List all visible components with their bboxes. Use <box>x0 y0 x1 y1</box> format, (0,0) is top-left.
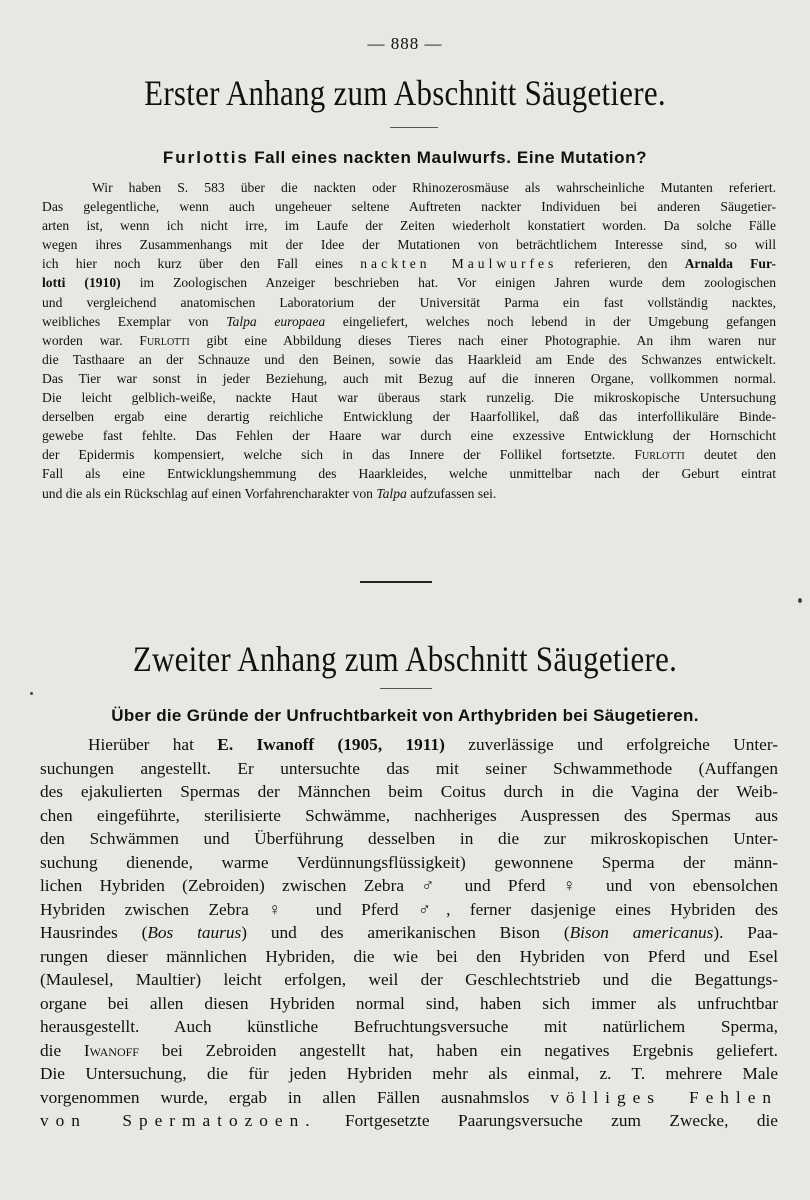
species-name: Bos taurus <box>147 923 242 942</box>
author-name: Furlotti <box>634 447 685 463</box>
paragraph-iwanoff <box>40 733 778 1133</box>
heading-divider <box>380 688 432 689</box>
text-run: aufzufassen sei. <box>410 485 497 501</box>
text-run: und die als ein Rückschlag auf einen Vorfahrencharakter von <box>42 485 373 501</box>
author-citation: E. Iwanoff (1905, 1911) <box>217 735 445 754</box>
text-line <box>40 1039 778 1063</box>
text-line: Hybriden zwischen Zebra ♀ und Pferd ♂, ferner dasjenige eines Hybriden des <box>40 899 778 919</box>
spaced-emphasis: nackten Maulwurfes <box>360 256 558 272</box>
text-line: arten ist, wenn ich nicht irre, im Laufe der Zeiten wiederholt konstatiert worden. Da solche Fälle <box>42 218 776 234</box>
text-run: ). Paa- <box>713 923 779 942</box>
text-run: referieren, den <box>574 256 668 272</box>
text-line: des ejakulierten Spermas der Männchen beim Coitus durch in die Vagina der Weib- <box>40 782 778 801</box>
text-line: organe bei allen diesen Hybriden normal sind, haben sich immer als unfruchtbar <box>40 993 778 1013</box>
text-line: Die Untersuchung, die für jeden Hybriden mehr als einmal, z. T. mehrere Male <box>40 1064 778 1083</box>
text-line <box>40 1109 778 1133</box>
text-line: herausgestellt. Auch künstliche Befruchtungsversuche mit natürlichem Sperma, <box>40 1017 778 1036</box>
text-line: gewebe fast fehlte. Das Fehlen der Haare war durch eine exzessive Entwicklung der Hornschicht <box>42 428 776 444</box>
text-run: ich hier noch kurz über den Fall eines <box>42 256 344 272</box>
subheading-naked-mole <box>0 148 810 168</box>
text-line: Die leicht gelblich-weiße, nackte Haut war überaus stark runzelig. Die mikroskopische Untersuchung <box>42 390 776 406</box>
text-line: derselben ergab eine derartig reichliche Entwicklung der Haarfollikel, daß das interfollikuläre Binde- <box>42 409 776 425</box>
text-line: rungen dieser männlichen Hybriden, die wie bei den Hybriden von Pferd und Esel <box>40 946 778 966</box>
text-line: wegen ihres Zusammenhangs mit der Idee der Mutationen von beträchtlichem Interesse sind, so will <box>42 237 776 253</box>
species-name: Talpa europaea <box>226 313 326 329</box>
text-line: den Schwämmen und Überführung desselben in die zur mikroskopischen Unter- <box>40 829 778 848</box>
text-run: eingeliefert, welches noch lebend in der Umgebung gefangen <box>342 313 776 329</box>
text-run: deutet den <box>703 447 776 463</box>
text-line <box>40 733 778 757</box>
text-line: lichen Hybriden (Zebroiden) zwischen Zebra ♂ und Pferd ♀ und von ebensolchen <box>40 876 778 895</box>
section-divider <box>360 581 432 583</box>
spaced-emphasis: von Spermatozoen. <box>40 1111 317 1130</box>
text-line <box>40 921 778 945</box>
text-line: chen eingeführte, sterilisierte Schwämme, nachheriges Auspressen des Spermas aus <box>40 805 778 825</box>
text-run: Hierüber hat <box>88 735 194 754</box>
page-number: — 888 — <box>367 34 443 53</box>
text-line: Fall als eine Entwicklungshemmung des Haarkleides, welche unmittelbar nach der Geburt eintrat <box>42 466 776 482</box>
species-name: Bison americanus <box>569 923 714 942</box>
text-line <box>42 445 776 464</box>
section-heading-first-appendix: Erster Anhang zum Abschnitt Säugetiere. <box>144 73 666 113</box>
text-line <box>42 484 776 503</box>
section-heading-second-appendix: Zweiter Anhang zum Abschnitt Säugetiere. <box>132 639 678 679</box>
text-line: suchung dienende, warme Verdünnungsflüssigkeit) gewonnene Sperma der männ- <box>40 852 778 872</box>
text-line <box>42 273 776 292</box>
text-run: im Zoologischen Anzeiger beschrieben hat. Vor einigen Jahren wurde dem zoologischen <box>139 275 776 291</box>
text-line: Das Tier war sonst in jeder Beziehung, auch mit Bezug auf die inneren Organe, vollkommen normal. <box>42 370 776 386</box>
text-run: Fortgesetzte Paarungsversuche zum Zwecke, die <box>345 1111 778 1130</box>
text-line: (Maulesel, Maultier) leicht erfolgen, weil der Geschlechtstrieb und die Begattungs- <box>40 970 778 989</box>
text-run: gibt eine Abbildung dieses Tieres nach einer Photographie. An ihm waren nur <box>206 332 776 348</box>
print-speck <box>798 598 802 603</box>
spaced-emphasis: völliges Fehlen <box>550 1087 779 1107</box>
subheading-title-text: Fall eines nackten Maulwurfs. Eine Mutation? <box>248 148 648 167</box>
text-run: vorgenommen wurde, ergab in allen Fällen ausnahmslos <box>40 1087 530 1107</box>
text-run: worden war. <box>42 332 123 348</box>
text-run: ) und des amerikanischen Bison ( <box>241 923 570 942</box>
author-name: Arnalda Fur- <box>684 256 777 272</box>
paragraph-furlotti <box>42 178 776 503</box>
text-run: Hausrindes ( <box>40 923 148 942</box>
text-line <box>42 254 776 273</box>
text-line: die Tasthaare an der Schnauze und den Beinen, sowie das Haarkleid am Ende des Schwanzes entwickelt. <box>42 351 776 367</box>
print-speck <box>30 692 33 695</box>
text-run: der Epidermis kompensiert, welche sich in das Innere der Follikel fortsetzte. <box>42 447 616 463</box>
subheading-author-name: Furlottis <box>162 148 249 167</box>
text-line: Wir haben S. 583 über die nackten oder Rhinozerosmäuse als wahrscheinliche Mutanten referiert. <box>92 180 776 195</box>
text-run: weibliches Exemplar von <box>42 313 209 329</box>
text-run: zuverlässige und erfolgreiche Unter- <box>468 735 778 754</box>
heading-divider <box>390 127 438 128</box>
text-line: und vergleichend anatomischen Laboratorium der Universität Parma ein fast vollständig nacktes, <box>42 294 776 310</box>
author-citation: lotti (1910) <box>42 275 121 291</box>
text-line <box>42 331 776 350</box>
text-run: bei Zebroiden angestellt hat, haben ein negatives Ergebnis geliefert. <box>161 1040 778 1060</box>
text-run: die <box>40 1040 62 1060</box>
text-line <box>40 1086 778 1110</box>
text-line: Das gelegentliche, wenn auch ungeheuer seltene Auftreten nackter Individuen bei anderen Säugetier- <box>42 199 776 215</box>
text-line: suchungen angestellt. Er untersuchte das mit seiner Schwammethode (Auffangen <box>40 758 778 778</box>
text-line <box>42 312 776 331</box>
genus-name: Talpa <box>376 485 407 501</box>
author-name: Iwanoff <box>83 1040 139 1060</box>
subheading-hybrid-infertility: Über die Gründe der Unfruchtbarkeit von Arthybriden bei Säugetieren. <box>111 706 699 725</box>
author-name: Furlotti <box>139 332 190 348</box>
